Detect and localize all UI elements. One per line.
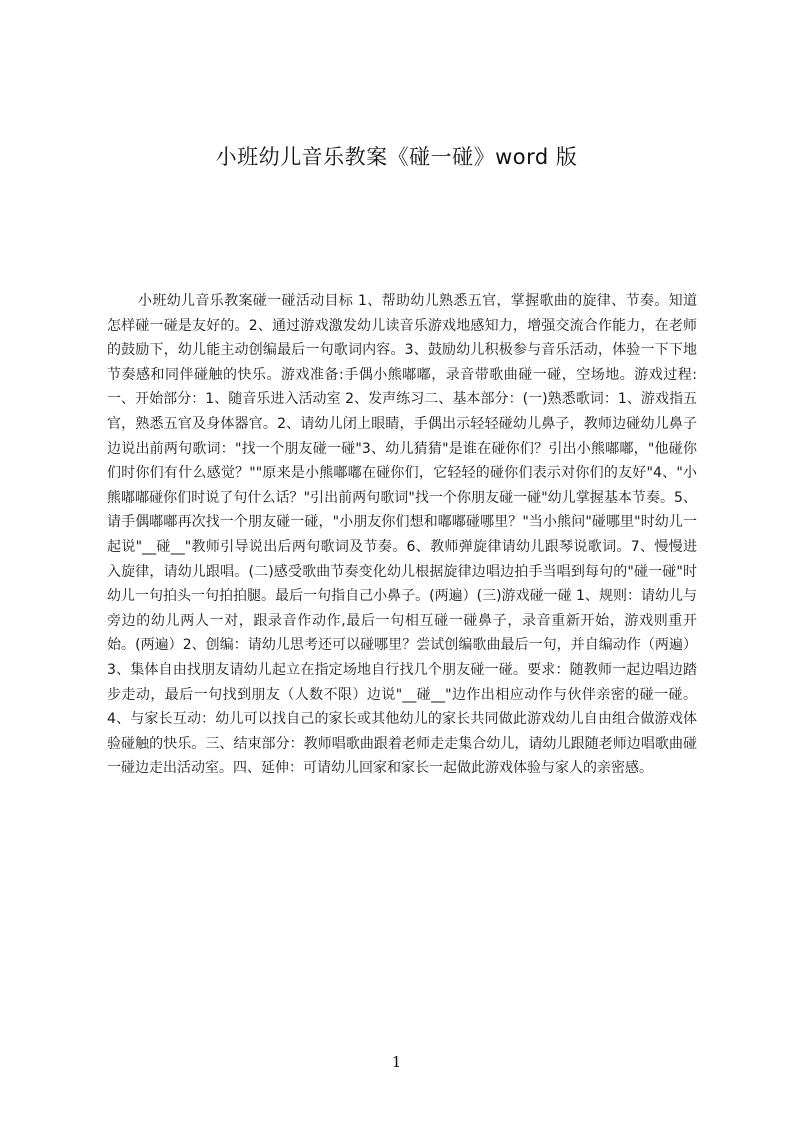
page-title: 小班幼儿音乐教案《碰一碰》word 版 bbox=[215, 145, 578, 169]
page-number: 1 bbox=[391, 1053, 402, 1071]
lesson-plan-body: 小班幼儿音乐教案碰一碰活动目标 1、帮助幼儿熟悉五官，掌握歌曲的旋律、节奏。知道怎样碰一碰是友好的。2、通过游戏激发幼儿读音乐游戏地感知力，增强交流合作能力，在老师的鼓励下，幼儿能主动创编最后一句歌词内容。3、鼓励幼儿积极参与音乐活动，体验一下下地节奏感和同伴碰触的快乐。游戏准备:手偶小熊嘟嘟，录音带歌曲碰一碰，空场地。游戏过程:一、开始部分：1、随音乐进入活动室 2、发声练习二、基本部分：(一)熟悉歌词：1、游戏指五官，熟悉五官及身体器官。2、请幼儿闭上眼睛，手偶出示轻轻碰幼儿鼻子，教师边碰幼儿鼻子边说出前两句歌词："找一个朋友碰一碰"3、幼儿猜猜"是谁在碰你们？引出小熊嘟嘟，"他碰你们时你们有什么感觉？""原来是小熊嘟嘟在碰你们，它轻轻的碰你们表示对你们的友好"4、"小熊嘟嘟碰你们时说了句什么话？"引出前两句歌词"找一个你朋友碰一碰"幼儿掌握基本节奏。5、请手偶嘟嘟再次找一个朋友碰一碰，"小朋友你们想和嘟嘟碰哪里？"当小熊问"碰哪里"时幼儿一起说"__碰__"教师引导说出后两句歌词及节奏。6、教师弹旋律请幼儿跟琴说歌词。7、慢慢进入旋律，请幼儿跟唱。(二)感受歌曲节奏变化幼儿根据旋律边唱边拍手当唱到每句的"碰一碰"时幼儿一句拍头一句拍拍腿。最后一句指自己小鼻子。(两遍）(三)游戏碰一碰 1、规则：请幼儿与旁边的幼儿两人一对，跟录音作动作,最后一句相互碰一碰鼻子，录音重新开始，游戏则重开始。(两遍）2、创编：请幼儿思考还可以碰哪里？尝试创编歌曲最后一句，并自编动作（两遍）3、集体自由找朋友请幼儿起立在指定场地自行找几个朋友碰一碰。要求：随教师一起边唱边踏步走动，最后一句找到朋友（人数不限）边说"__碰__"边作出相应动作与伙伴亲密的碰一碰。4、与家长互动：幼儿可以找自己的家长或其他幼儿的家长共同做此游戏幼儿自由组合做游戏体验碰触的快乐。三、结束部分：教师唱歌曲跟着老师走走集合幼儿，请幼儿跟随老师边唱歌曲碰一碰边走出活动室。四、延伸：可请幼儿回家和家长一起做此游戏体验与家人的亲密感。 bbox=[107, 293, 697, 777]
